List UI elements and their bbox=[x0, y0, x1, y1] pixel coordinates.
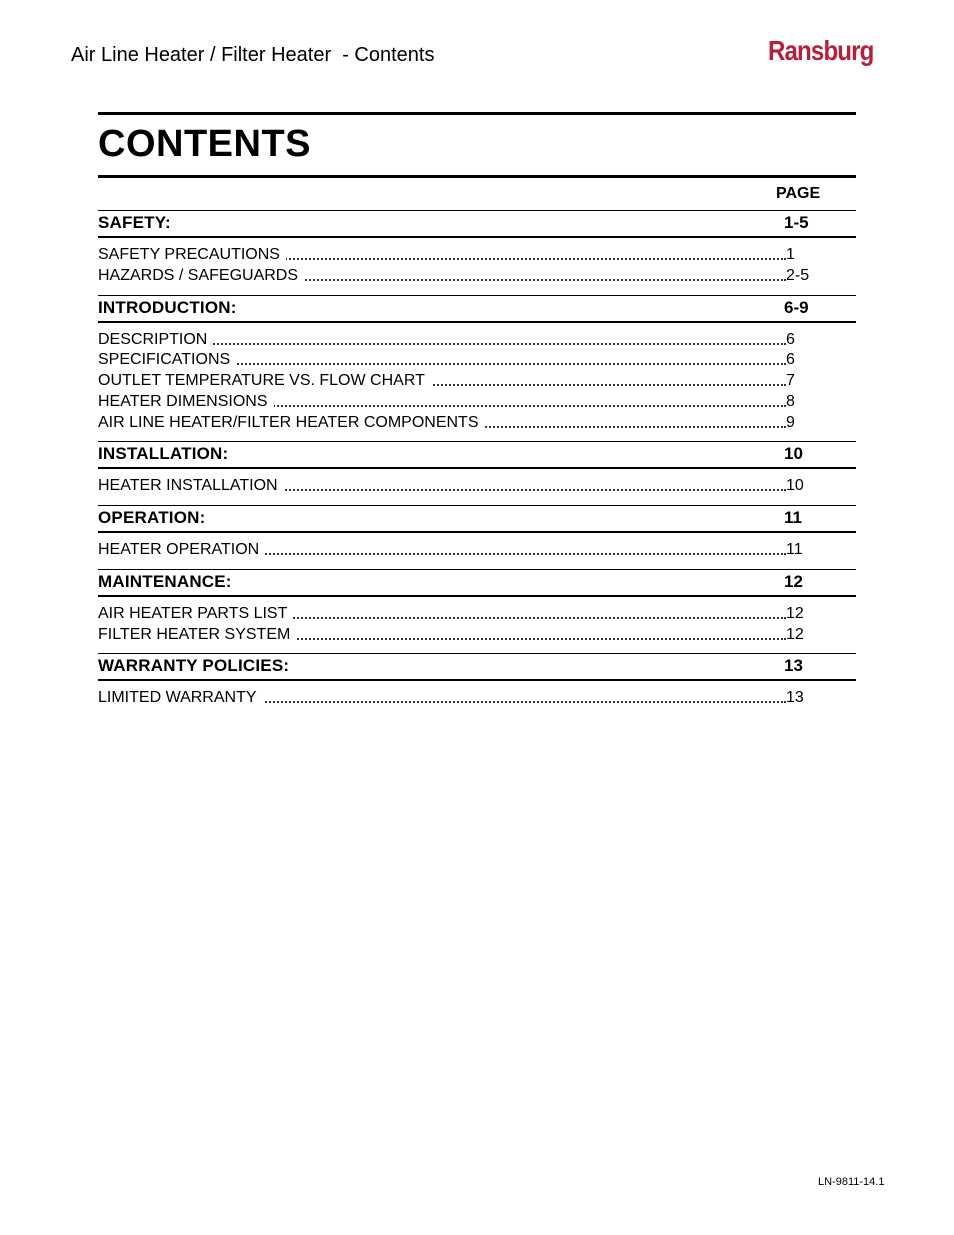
toc-entry bbox=[98, 266, 810, 287]
toc-entry bbox=[98, 330, 810, 351]
toc-entry-page: 8 bbox=[786, 392, 810, 412]
toc-section bbox=[98, 653, 856, 717]
page-title: CONTENTS bbox=[98, 123, 311, 165]
toc-section-pages: 10 bbox=[784, 444, 803, 464]
toc-section-heading bbox=[98, 295, 856, 323]
toc-section-pages: 11 bbox=[784, 508, 802, 527]
toc-section bbox=[98, 569, 856, 654]
toc-entry-page: 7 bbox=[786, 371, 810, 391]
header-title: Air Line Heater / Filter Heater - Contents bbox=[71, 44, 435, 66]
toc-entry bbox=[98, 245, 810, 266]
toc-section-pages: 1-5 bbox=[784, 213, 809, 232]
toc-entry-text: FILTER HEATER SYSTEM bbox=[98, 626, 296, 643]
toc-entry-page: 13 bbox=[786, 688, 810, 708]
toc-entry-page: 12 bbox=[786, 625, 810, 645]
toc-section-title: OPERATION: bbox=[98, 508, 206, 527]
toc-entry-list bbox=[98, 533, 856, 569]
toc-entry bbox=[98, 688, 810, 709]
toc-entry-list bbox=[98, 469, 856, 505]
toc-entry-text: HAZARDS / SAFEGUARDS bbox=[98, 267, 304, 284]
ransburg-logo: Ransburg bbox=[768, 35, 874, 66]
toc-section bbox=[98, 505, 856, 569]
table-of-contents bbox=[98, 210, 856, 717]
toc-section-title: SAFETY: bbox=[98, 213, 171, 232]
page-column-label: PAGE bbox=[776, 185, 821, 202]
toc-section bbox=[98, 210, 856, 295]
toc-entry-text: HEATER OPERATION bbox=[98, 541, 265, 558]
toc-section-heading bbox=[98, 505, 856, 533]
toc-entry-page: 6 bbox=[786, 330, 810, 350]
toc-section bbox=[98, 295, 856, 442]
toc-entry-page: 6 bbox=[786, 350, 810, 370]
toc-section-heading bbox=[98, 210, 856, 238]
toc-entry-page: 1 bbox=[786, 245, 810, 265]
toc-entry-list bbox=[98, 681, 856, 717]
toc-entry-page: 11 bbox=[786, 540, 810, 560]
toc-section bbox=[98, 441, 856, 505]
toc-section-title: MAINTENANCE: bbox=[98, 571, 232, 591]
toc-entry-text: HEATER INSTALLATION bbox=[98, 477, 284, 494]
toc-section-heading bbox=[98, 441, 856, 469]
toc-entry-text: OUTLET TEMPERATURE VS. FLOW CHART bbox=[98, 372, 431, 389]
toc-section-title: INSTALLATION: bbox=[98, 444, 229, 464]
title-bottom-rule bbox=[98, 175, 856, 178]
toc-entry-text: SAFETY PRECAUTIONS bbox=[98, 246, 286, 263]
toc-entry-text: SPECIFICATIONS bbox=[98, 351, 236, 368]
toc-entry-text: LIMITED WARRANTY bbox=[98, 689, 263, 706]
toc-entry-page: 9 bbox=[786, 413, 810, 433]
toc-section-pages: 12 bbox=[784, 571, 803, 591]
toc-entry-text: HEATER DIMENSIONS bbox=[98, 393, 274, 410]
toc-entry-text: DESCRIPTION bbox=[98, 331, 213, 348]
title-top-rule bbox=[98, 112, 856, 115]
toc-entry-text: AIR LINE HEATER/FILTER HEATER COMPONENTS bbox=[98, 414, 485, 431]
toc-entry bbox=[98, 392, 810, 413]
toc-entry bbox=[98, 604, 810, 625]
toc-section-title: WARRANTY POLICIES: bbox=[98, 656, 290, 676]
toc-entry bbox=[98, 350, 810, 371]
toc-section-pages: 13 bbox=[784, 656, 803, 676]
toc-entry-list bbox=[98, 323, 856, 442]
toc-entry bbox=[98, 625, 810, 646]
toc-section-heading bbox=[98, 653, 856, 681]
document-number: LN-9811-14.1 bbox=[818, 1176, 885, 1188]
toc-section-heading bbox=[98, 569, 856, 597]
toc-entry bbox=[98, 413, 810, 434]
toc-section-pages: 6-9 bbox=[784, 297, 809, 317]
toc-entry-page: 2-5 bbox=[786, 266, 810, 284]
toc-section-title: INTRODUCTION: bbox=[98, 297, 237, 317]
toc-entry-text: AIR HEATER PARTS LIST bbox=[98, 605, 293, 622]
toc-entry-page: 10 bbox=[786, 476, 810, 496]
toc-entry-page: 12 bbox=[786, 604, 810, 624]
toc-entry bbox=[98, 540, 810, 561]
toc-entry-list bbox=[98, 597, 856, 654]
toc-entry bbox=[98, 371, 810, 392]
toc-entry bbox=[98, 476, 810, 497]
toc-entry-list bbox=[98, 238, 856, 295]
